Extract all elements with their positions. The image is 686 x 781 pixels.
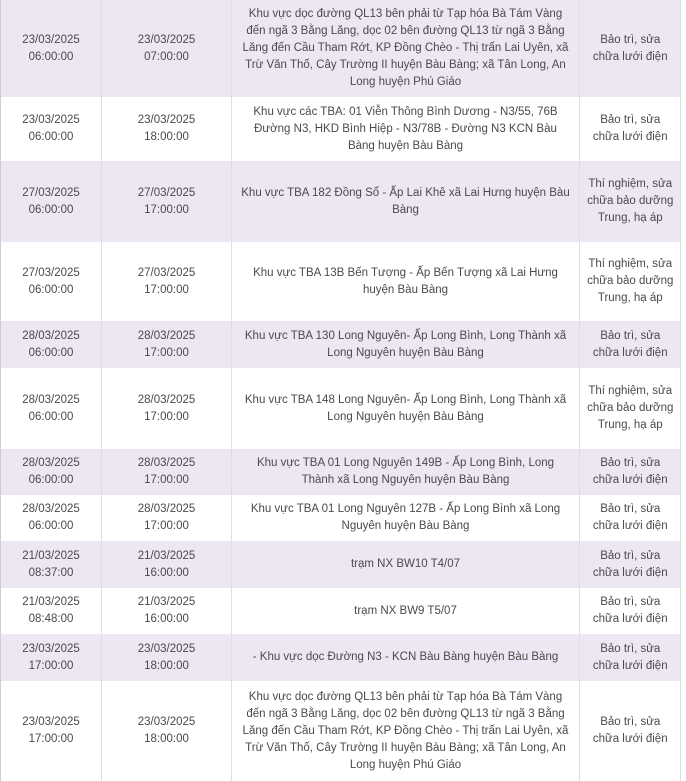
table-row (1, 368, 681, 449)
start-date: 23/03/2025 (22, 642, 80, 655)
end-time: 17:00:00 (144, 346, 189, 359)
area-cell (232, 242, 580, 321)
table-row (1, 0, 681, 97)
area-cell (232, 634, 580, 681)
reason-cell (580, 97, 681, 161)
outage-reason: Thí nghiệm, sửa chữa bảo dưỡng Trung, hạ áp (587, 385, 674, 431)
start-time: 06:00:00 (28, 474, 74, 486)
outage-area: Khu vực TBA 148 Long Nguyên- Ấp Long Bình, Long Thành xã Long Nguyên huyện Bàu Bàng (244, 393, 567, 423)
table-row (1, 541, 681, 588)
reason-cell (580, 588, 681, 634)
outage-reason: Bảo trì, sửa chữa lưới điện (592, 33, 668, 63)
start-date: 27/03/2025 (22, 266, 80, 279)
outage-area: Khu vực TBA 182 Đồng Sổ - Ấp Lai Khê xã Lai Hưng huyện Bàu Bàng (241, 186, 570, 216)
end-cell (102, 242, 232, 321)
start-cell (1, 588, 102, 634)
outage-reason: Bảo trì, sửa chữa lưới điện (592, 642, 668, 672)
end-time: 07:00:00 (144, 50, 189, 63)
end-time: 16:00:00 (144, 566, 189, 579)
start-cell (1, 368, 102, 449)
outage-area: Khu vực các TBA: 01 Viễn Thông Bình Dương - N3/55, 76B Đường N3, HKD Bình Hiệp - N3/78B - Đường N3 KCN Bàu Bàng huyện Bàu Bàng (253, 105, 558, 152)
start-time: 06:00:00 (28, 131, 74, 143)
end-cell (102, 0, 232, 97)
end-time: 17:00:00 (144, 520, 189, 532)
reason-cell (580, 681, 681, 781)
start-date: 28/03/2025 (22, 503, 80, 515)
area-cell (232, 681, 580, 781)
table-row (1, 634, 681, 681)
end-time: 17:00:00 (144, 203, 189, 216)
end-time: 17:00:00 (144, 410, 189, 423)
outage-reason: Bảo trì, sửa chữa lưới điện (592, 114, 668, 143)
end-date: 27/03/2025 (137, 266, 196, 279)
table-row (1, 495, 681, 541)
reason-cell (580, 541, 681, 588)
table-row (1, 242, 681, 321)
outage-area: Khu vực TBA 13B Bến Tượng - Ấp Bến Tượng xã Lai Hưng huyện Bàu Bàng (253, 266, 558, 296)
start-date: 27/03/2025 (22, 186, 80, 199)
outage-area: trạm NX BW9 T5/07 (354, 604, 457, 617)
end-date: 23/03/2025 (137, 716, 196, 728)
end-cell (102, 495, 232, 541)
reason-cell (580, 161, 681, 242)
start-cell (1, 242, 102, 321)
start-time: 06:00:00 (28, 346, 74, 359)
end-date: 27/03/2025 (137, 186, 196, 199)
area-cell (232, 161, 580, 242)
outage-area: Khu vực dọc đường QL13 bên phải từ Tạp hóa Bà Tám Vàng đến ngã 3 Bằng Lăng, dọc 02 bên đường QL13 từ ngã 3 Bằng Lăng đến Cầu Tham Rớt, KP Đồng Chèo - Thị trấn Lai Uyên, xã Trừ Văn Thố, Cây Trường II huyện Bàu Bàng; xã Tân Long, An Long huyện Phú Giáo (242, 8, 569, 88)
start-date: 21/03/2025 (22, 549, 80, 562)
outage-reason: Bảo trì, sửa chữa lưới điện (592, 549, 668, 579)
outage-area: Khu vực TBA 130 Long Nguyên- Ấp Long Bình, Long Thành xã Long Nguyên huyện Bàu Bàng (244, 329, 567, 359)
end-date: 28/03/2025 (137, 457, 196, 469)
outage-reason: Bảo trì, sửa chữa lưới điện (592, 716, 668, 745)
reason-cell (580, 368, 681, 449)
end-date: 28/03/2025 (137, 393, 196, 406)
outage-area: trạm NX BW10 T4/07 (350, 558, 461, 570)
end-date: 21/03/2025 (137, 596, 196, 608)
start-time: 17:00:00 (28, 659, 74, 672)
end-cell (102, 321, 232, 368)
start-date: 28/03/2025 (22, 329, 80, 342)
start-time: 06:00:00 (28, 50, 74, 63)
area-cell (232, 0, 580, 97)
outage-reason: Bảo trì, sửa chữa lưới điện (592, 329, 668, 359)
start-time: 06:00:00 (28, 203, 74, 216)
end-date: 21/03/2025 (137, 549, 196, 562)
end-cell (102, 161, 232, 242)
end-time: 17:00:00 (144, 474, 189, 486)
table-row (1, 588, 681, 634)
start-cell (1, 161, 102, 242)
outage-reason: Bảo trì, sửa chữa lưới điện (592, 457, 668, 486)
start-cell (1, 449, 102, 495)
end-time: 18:00:00 (144, 131, 189, 143)
outage-reason: Thí nghiệm, sửa chữa bảo dưỡng Trung, hạ áp (587, 258, 674, 304)
table-row (1, 449, 681, 495)
outage-reason: Bảo trì, sửa chữa lưới điện (592, 596, 668, 625)
start-time: 06:00:00 (28, 283, 74, 296)
outage-reason: Bảo trì, sửa chữa lưới điện (592, 503, 668, 532)
reason-cell (580, 321, 681, 368)
end-cell (102, 681, 232, 781)
end-date: 23/03/2025 (137, 114, 196, 126)
reason-cell (580, 634, 681, 681)
reason-cell (580, 0, 681, 97)
end-time: 18:00:00 (144, 659, 189, 672)
area-cell (232, 321, 580, 368)
area-cell (232, 495, 580, 541)
end-cell (102, 449, 232, 495)
table-row (1, 681, 681, 781)
area-cell (232, 97, 580, 161)
area-cell (232, 541, 580, 588)
start-time: 08:37:00 (28, 566, 74, 579)
end-cell (102, 634, 232, 681)
table-row (1, 97, 681, 161)
outage-area: Khu vực TBA 01 Long Nguyên 127B - Ấp Long Bình xã Long Nguyên huyện Bàu Bàng (250, 503, 561, 532)
start-cell (1, 681, 102, 781)
start-date: 23/03/2025 (22, 33, 80, 46)
outage-reason: Thí nghiệm, sửa chữa bảo dưỡng Trung, hạ áp (587, 178, 674, 224)
end-cell (102, 541, 232, 588)
start-date: 23/03/2025 (22, 114, 80, 126)
end-date: 28/03/2025 (137, 503, 196, 515)
start-cell (1, 321, 102, 368)
start-cell (1, 495, 102, 541)
end-date: 23/03/2025 (137, 642, 196, 655)
end-time: 16:00:00 (144, 613, 189, 625)
end-cell (102, 97, 232, 161)
outage-area: - Khu vực dọc Đường N3 - KCN Bàu Bàng huyện Bàu Bàng (252, 651, 559, 663)
table-row (1, 321, 681, 368)
start-date: 28/03/2025 (22, 457, 80, 469)
start-cell (1, 541, 102, 588)
start-date: 28/03/2025 (22, 393, 80, 406)
start-time: 08:48:00 (28, 613, 74, 625)
start-date: 21/03/2025 (22, 596, 80, 608)
end-time: 17:00:00 (144, 283, 189, 296)
outage-area: Khu vực TBA 01 Long Nguyên 149B - Ấp Long Bình, Long Thành xã Long Nguyên huyện Bàu Bàng (256, 457, 555, 486)
end-cell (102, 368, 232, 449)
end-date: 28/03/2025 (137, 329, 196, 342)
area-cell (232, 588, 580, 634)
end-time: 18:00:00 (144, 733, 189, 745)
start-date: 23/03/2025 (22, 716, 80, 728)
area-cell (232, 449, 580, 495)
reason-cell (580, 495, 681, 541)
end-date: 23/03/2025 (137, 33, 196, 46)
reason-cell (580, 449, 681, 495)
start-cell (1, 634, 102, 681)
start-time: 17:00:00 (28, 733, 74, 745)
reason-cell (580, 242, 681, 321)
end-cell (102, 588, 232, 634)
outage-area: Khu vực dọc đường QL13 bên phải từ Tạp hóa Bà Tám Vàng đến ngã 3 Bằng Lăng, dọc 02 bên đường QL13 từ ngã 3 Bằng Lăng đến Cầu Tham Rớt, KP Đồng Chèo - Thị trấn Lai Uyên, xã Trừ Văn Thố, Cây Trường II huyện Bàu Bàng; xã Tân Long, An Long huyện Phú Giáo (242, 690, 569, 771)
area-cell (232, 368, 580, 449)
start-cell (1, 97, 102, 161)
start-time: 06:00:00 (28, 410, 74, 423)
table-row (1, 161, 681, 242)
start-time: 06:00:00 (28, 520, 74, 532)
start-cell (1, 0, 102, 97)
